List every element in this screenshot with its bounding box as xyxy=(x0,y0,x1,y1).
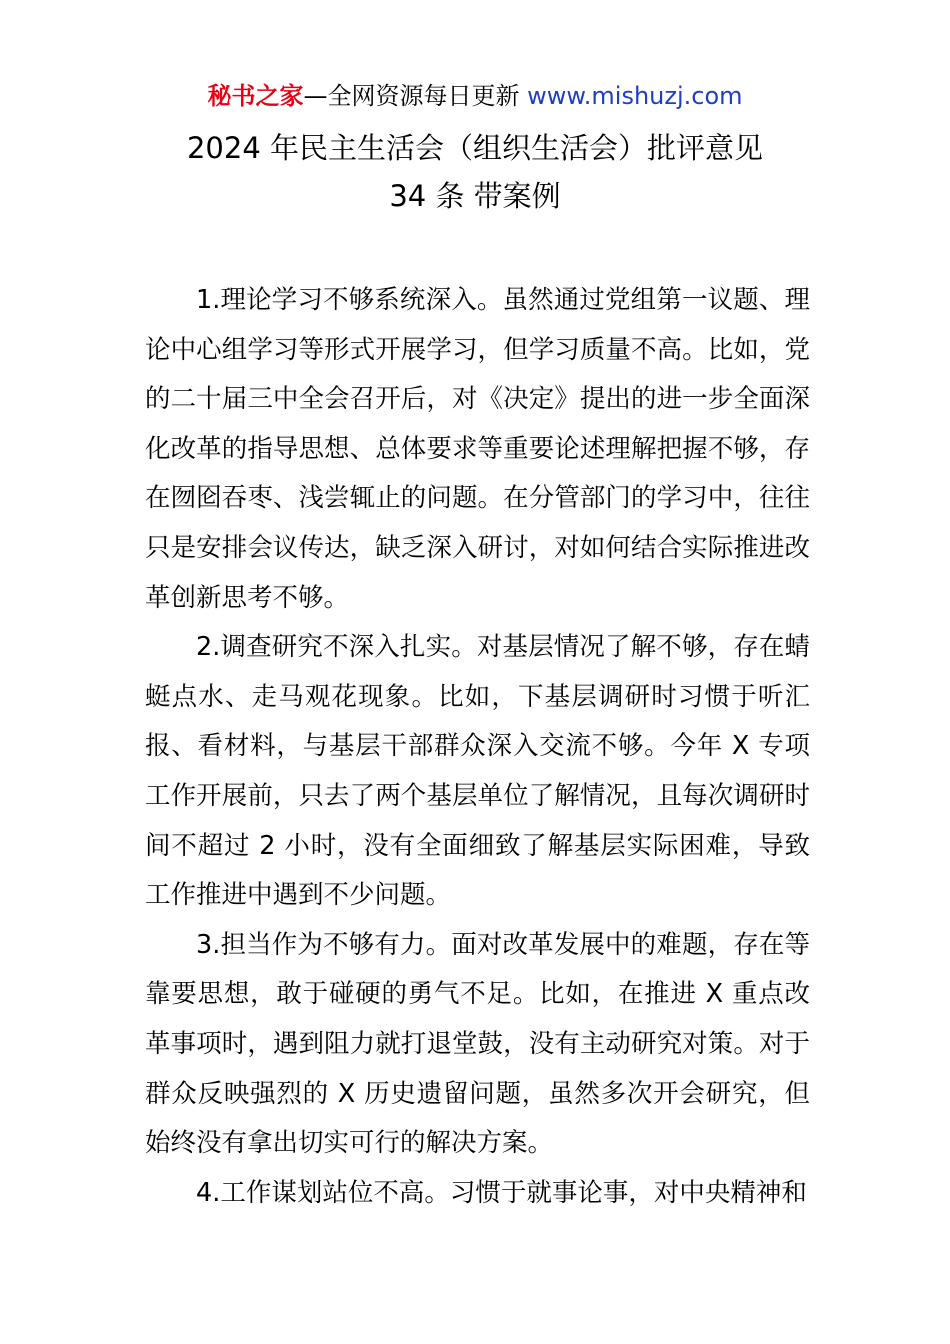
header-tagline: —全网资源每日更新 xyxy=(303,82,528,110)
brand-name: 秘书之家 xyxy=(207,82,304,110)
document-body xyxy=(145,276,810,1218)
paragraph-2: 2.调查研究不深入扎实。对基层情况了解不够，存在蜻蜓点水、走马观花现象。比如，下基层调研时习惯于听汇报、看材料，与基层干部群众深入交流不够。今年 X 专项工作开展前，只去了两个基层单位了解情况，且每次调研时间不超过 2 小时，没有全面细致了解基层实际困难，导致工作推进中遇到不少问题。 xyxy=(145,632,810,911)
site-url-link[interactable]: www.mishuzj.com xyxy=(527,82,743,110)
paragraph-3: 3.担当作为不够有力。面对改革发展中的难题，存在等靠要思想，敢于碰硬的勇气不足。比如，在推进 X 重点改革事项时，遇到阻力就打退堂鼓，没有主动研究对策。对于群众反映强烈的 X 历史遗留问题，虽然多次开会研究，但始终没有拿出切实可行的解决方案。 xyxy=(145,929,810,1159)
paragraph-1: 1.理论学习不够系统深入。虽然通过党组第一议题、理论中心组学习等形式开展学习，但学习质量不高。比如，党的二十届三中全会召开后，对《决定》提出的进一步全面深化改革的指导思想、总体要求等重要论述理解把握不够，存在囫囵吞枣、浅尝辄止的问题。在分管部门的学习中，往往只是安排会议传达，缺乏深入研讨，对如何结合实际推进改革创新思考不够。 xyxy=(145,285,810,613)
paragraph-4: 4.工作谋划站位不高。习惯于就事论事，对中央精神和 xyxy=(196,1177,807,1208)
document-title-line-2: 34 条 带案例 xyxy=(389,179,561,213)
document-title-line-1: 2024 年民主生活会（组织生活会）批评意见 xyxy=(186,131,764,165)
site-header xyxy=(0,78,950,114)
